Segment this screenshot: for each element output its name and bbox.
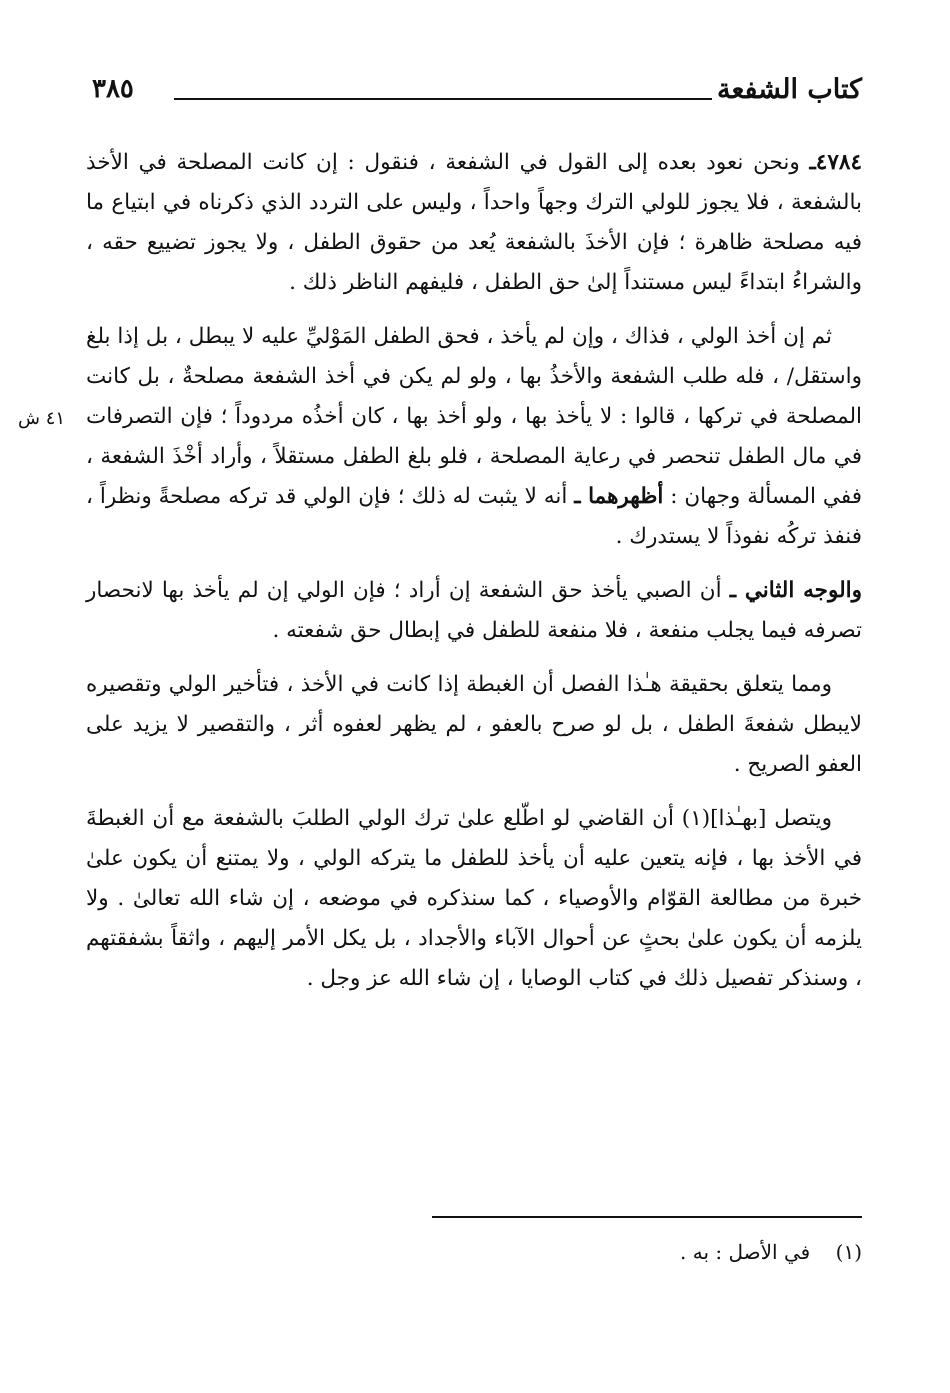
paragraph-3 bbox=[86, 571, 862, 651]
paragraph-number: ٤٧٨٤ـ bbox=[809, 150, 862, 175]
paragraph-1 bbox=[86, 143, 862, 303]
paragraph-text: ويتصل [بهـٰذا](١) أن القاضي لو اطّلع علىٰ ترك الولي الطلبَ بالشفعة مع أن الغبطةَ في الأخذ بها ، فإنه يتعين عليه أن يأخذ للطفل ما يتركه الولي ، ولا يمتنع أن يكون علىٰ خبرة من مطالعة القوّام والأوصياء ، كما سنذكره في موضعه ، إن شاء الله تعالىٰ . ولا يلزمه أن يكون علىٰ بحثٍ عن أحوال الآباء والأجداد ، بل يكل الأمر إليهم ، واثقاً بشفقتهم ، وسنذكر تفصيل ذلك في كتاب الوصايا ، إن شاء الله عز وجل . bbox=[86, 806, 862, 991]
footnote-marker: (١) bbox=[835, 1240, 862, 1264]
header-rule bbox=[174, 98, 712, 100]
paragraph-4 bbox=[86, 665, 862, 785]
footnote-rule bbox=[432, 1216, 862, 1218]
paragraph-2 bbox=[86, 317, 862, 557]
paragraph-5 bbox=[86, 799, 862, 999]
paragraph-text: ثم إن أخذ الولي ، فذاك ، وإن لم يأخذ ، فحق الطفل المَوْليِّ عليه لا يبطل ، بل إذا بلغ واستقل/ ، فله طلب الشفعة والأخذُ بها ، ولو لم يكن في أخذ الشفعة مصلحةٌ ، بل كانت المصلحة في تركها ، قالوا : لا يأخذ بها ، ولو أخذ بها ، كان أخذُه مردوداً ؛ فإن التصرفات في مال الطفل تنحصر في رعاية المصلحة ، فلو بلغ الطفل مستقلاً ، وأراد أخْذَ الشفعة ، ففي المسألة وجهان : bbox=[86, 324, 862, 509]
paragraph-text: ومما يتعلق بحقيقة هـٰذا الفصل أن الغبطة إذا كانت في الأخذ ، فتأخير الولي وتقصيره لايبطل شفعةَ الطفل ، بل لو صرح بالعفو ، لم يظهر لعفوه أثر ، والتقصير لا يزيد على العفو الصريح . bbox=[86, 672, 862, 777]
footnote-text: في الأصل : به . bbox=[680, 1240, 811, 1264]
margin-note: ٤١ ش bbox=[18, 408, 66, 429]
main-text bbox=[86, 143, 862, 1013]
book-title: كتاب الشفعة bbox=[716, 74, 862, 105]
footnote bbox=[680, 1240, 862, 1264]
bold-phrase: والوجه الثاني ـ bbox=[729, 578, 862, 603]
paragraph-text: أنه لا يثبت له ذلك ؛ فإن الولي قد تركه مصلحةً ونظراً ، فنفذ تركُه نفوذاً لا يستدرك . bbox=[86, 484, 862, 549]
paragraph-text: أن الصبي يأخذ حق الشفعة إن أراد ؛ فإن الولي إن لم يأخذ بها لانحصار تصرفه فيما يجلب منفعة ، فلا منفعة للطفل في إبطال حق شفعته . bbox=[86, 578, 862, 643]
bold-phrase: أظهرهما ـ bbox=[574, 484, 664, 509]
paragraph-text: ونحن نعود بعده إلى القول في الشفعة ، فنقول : إن كانت المصلحة في الأخذ بالشفعة ، فلا يجوز للولي الترك وجهاً واحداً ، وليس على التردد الذي ذكرناه في ابتياع ما فيه مصلحة ظاهرة ؛ فإن الأخذَ بالشفعة يُعد من حقوق الطفل ، ولا يجوز تضييع حقه ، والشراءُ ابتداءً ليس مستنداً إلىٰ حق الطفل ، فليفهم الناظر ذلك . bbox=[86, 150, 862, 295]
page-header bbox=[92, 74, 862, 114]
page-number: ٣٨٥ bbox=[92, 74, 134, 104]
